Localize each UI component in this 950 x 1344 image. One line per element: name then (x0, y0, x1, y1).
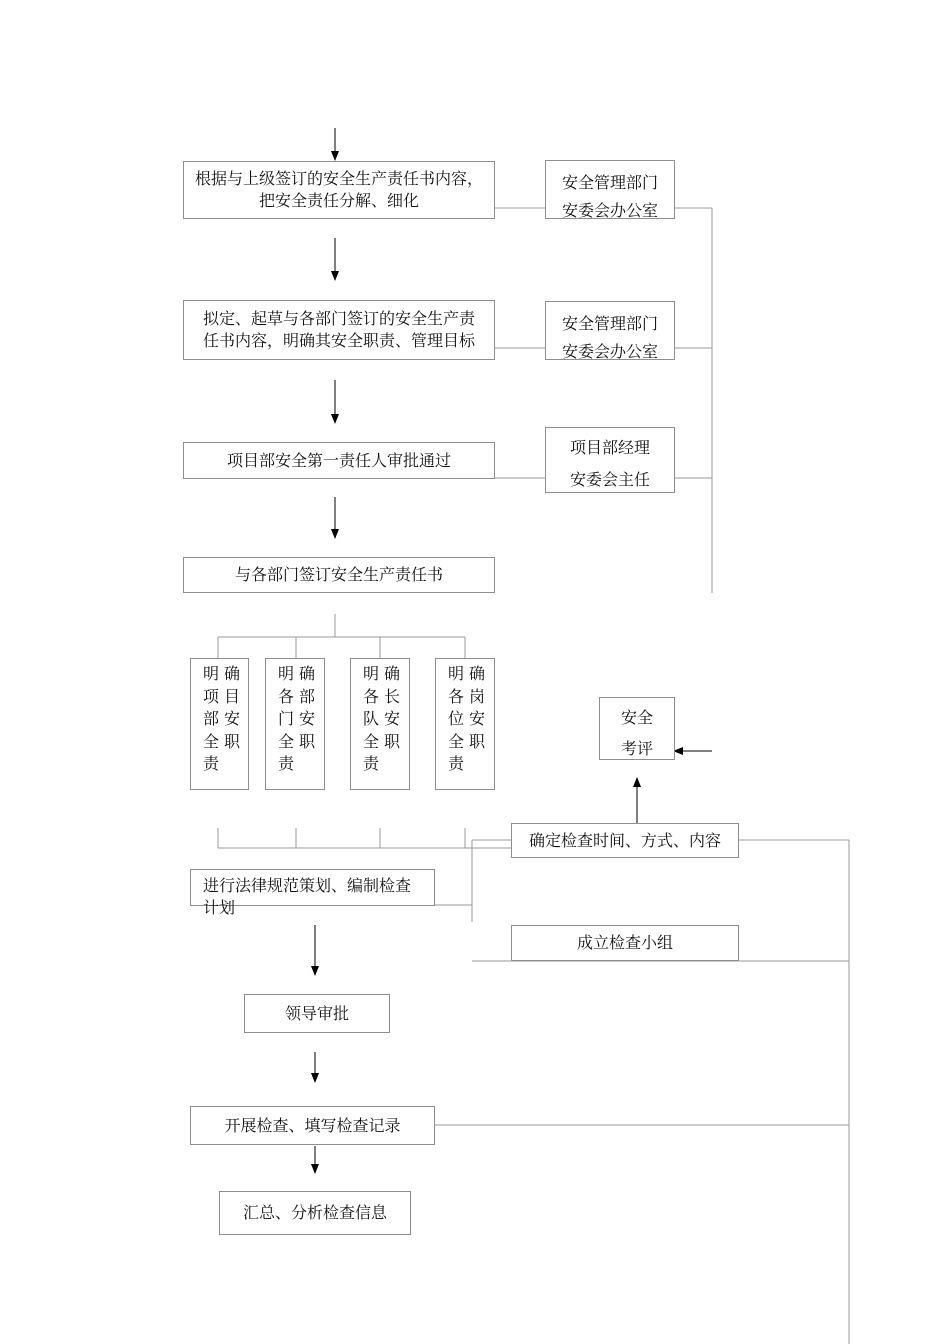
step-draft-line2: 任书内容，明确其安全职责、管理目标 (202, 331, 475, 350)
step-sign-responsibility (183, 557, 495, 593)
step-leader-approval-label: 领导审批 (284, 1003, 349, 1023)
column-text: 明确 (363, 664, 406, 683)
column-text: 项目 (203, 686, 246, 706)
step-decompose-line1: 根据与上级签订的安全生产责任书内容， (194, 169, 483, 188)
side-project-manager (545, 427, 675, 493)
step-sign-label: 与各部门签订安全生产责任书 (234, 565, 443, 584)
side-label: 安委会办公室 (561, 201, 658, 220)
column-project-duty (190, 658, 249, 790)
step-plan-line1: 进行法律规范策划、编制检查 (203, 876, 412, 895)
step-summary-label: 汇总、分析检查信息 (242, 1203, 387, 1222)
column-text: 全职 (203, 731, 246, 751)
column-text: 明确 (278, 664, 321, 683)
side-label: 考评 (620, 739, 653, 758)
step-plan (190, 869, 435, 917)
column-text: 责 (278, 754, 300, 773)
step-draft-line1: 拟定、起草与各部门签订的安全生产责 (202, 309, 475, 328)
step-decompose-line2: 把安全责任分解、细化 (258, 191, 419, 210)
step-inspection-label: 开展检查、填写检查记录 (224, 1115, 401, 1135)
side-label: 安全管理部门 (561, 314, 658, 333)
column-text: 责 (363, 754, 385, 773)
check-determine (511, 823, 739, 858)
column-text: 明确 (203, 664, 246, 683)
column-team-leader-duty (350, 658, 410, 790)
step-draft-responsibility (183, 300, 495, 360)
step-decompose-responsibility (183, 161, 495, 219)
check-team-label: 成立检查小组 (576, 933, 673, 952)
column-post-duty (435, 658, 495, 790)
column-text: 全职 (278, 731, 321, 751)
side-label: 安委会办公室 (561, 342, 658, 361)
side-safety-dept-2 (545, 301, 675, 360)
check-team (511, 925, 739, 961)
step-summary (219, 1191, 411, 1235)
column-text: 门安 (278, 709, 321, 728)
column-text: 全职 (448, 731, 491, 751)
step-leader-approval (244, 994, 390, 1033)
column-department-duty (265, 658, 325, 790)
step-inspection (190, 1106, 435, 1145)
step-approval (183, 442, 495, 479)
column-text: 队安 (363, 709, 406, 728)
column-text: 责 (203, 754, 225, 773)
side-safety-dept-1 (545, 160, 675, 219)
side-label: 安全 (620, 708, 653, 727)
column-text: 各岗 (448, 686, 491, 706)
side-label: 安委会主任 (569, 470, 650, 489)
check-determine-label: 确定检查时间、方式、内容 (528, 830, 721, 850)
column-text: 位安 (448, 709, 491, 728)
step-plan-line2: 计划 (203, 898, 236, 917)
column-text: 明确 (448, 664, 491, 683)
side-label: 安全管理部门 (561, 173, 658, 192)
column-text: 全职 (363, 731, 406, 751)
column-text: 各长 (363, 686, 406, 706)
side-safety-evaluation (599, 697, 675, 760)
column-text: 部安 (203, 709, 246, 728)
column-text: 责 (448, 754, 470, 773)
column-text: 各部 (278, 686, 321, 706)
step-approval-label: 项目部安全第一责任人审批通过 (226, 450, 451, 470)
side-label: 项目部经理 (569, 438, 650, 457)
